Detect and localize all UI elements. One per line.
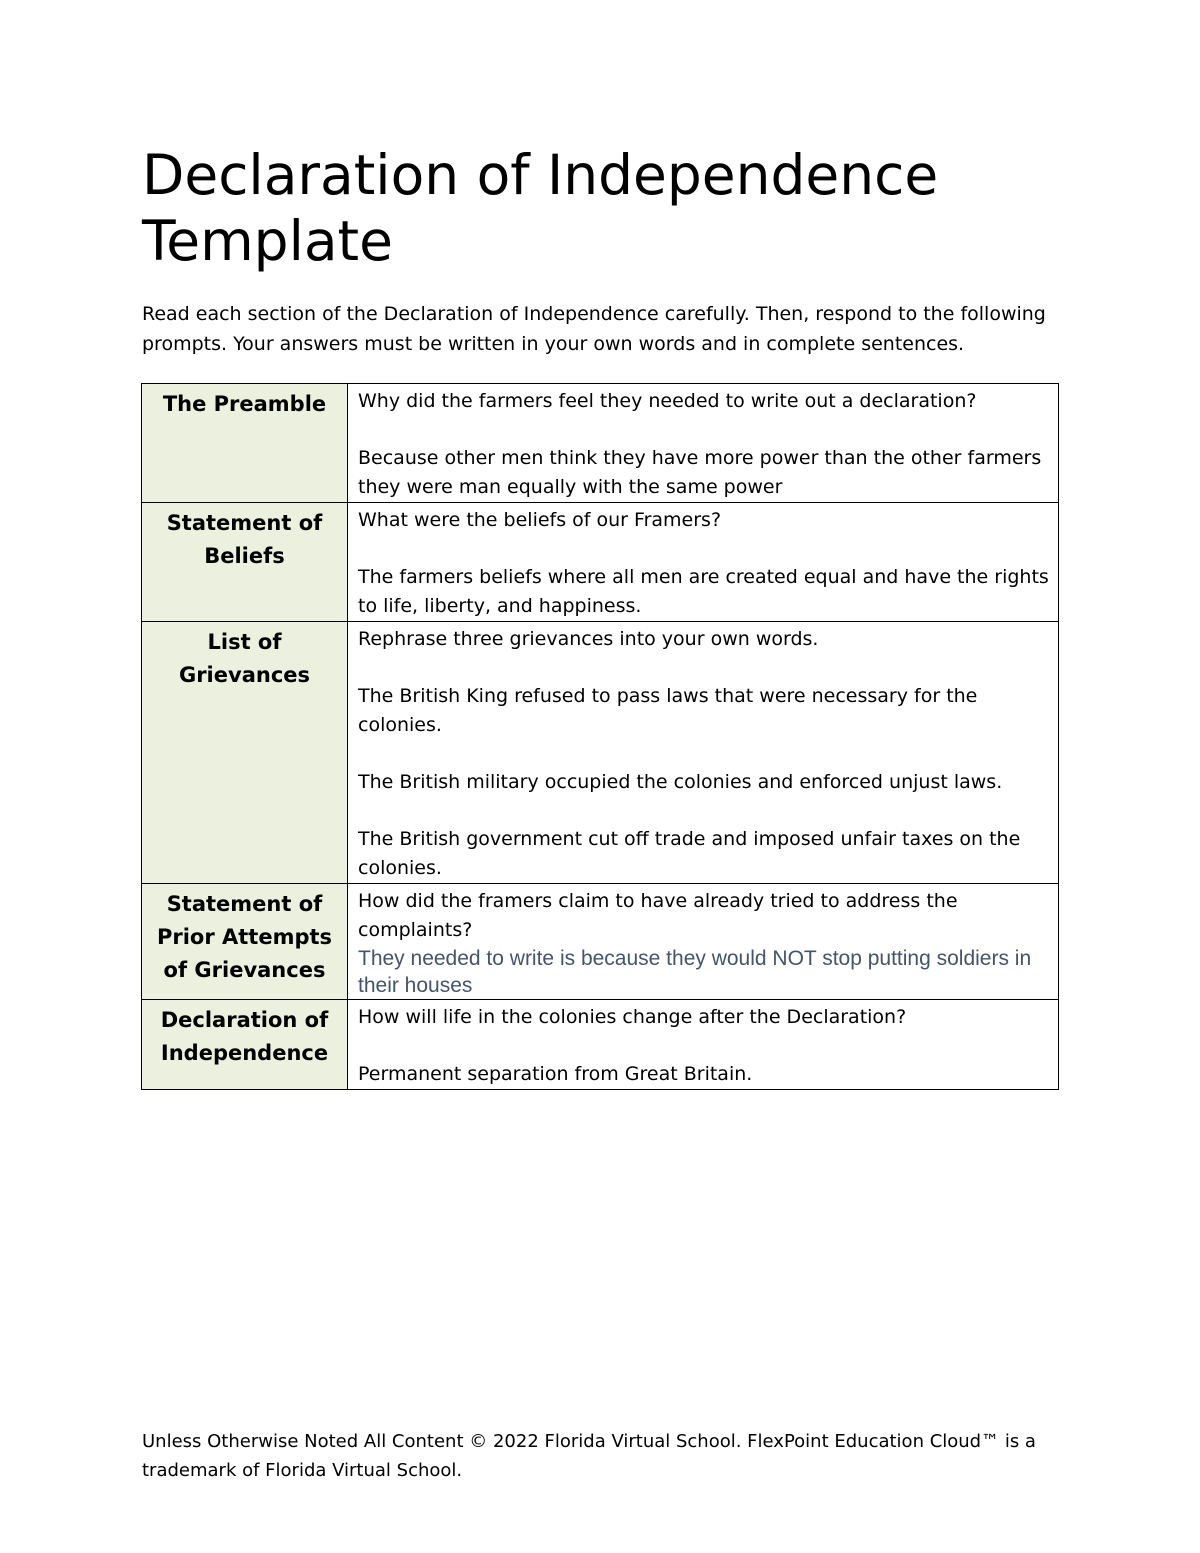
response-cell-preamble[interactable] bbox=[348, 384, 1059, 503]
section-label-beliefs bbox=[142, 503, 348, 622]
section-label-declaration bbox=[142, 1000, 348, 1090]
answer-text: Because other men think they have more power than the other farmers they were man equally with the same power bbox=[358, 447, 1042, 498]
typed-answer-text: They needed to write is because they would NOT stop putting soldiers in their houses bbox=[358, 947, 1032, 997]
answer-text: The British military occupied the colonies and enforced unjust laws. bbox=[358, 771, 1003, 793]
copyright-footer: Unless Otherwise Noted All Content © 2022 Florida Virtual School. FlexPoint Education Cloud™ is a trademark of Florida Virtual School. bbox=[142, 1431, 1036, 1481]
section-label: The Preamble bbox=[162, 392, 327, 416]
prompt-text: Rephrase three grievances into your own words. bbox=[358, 628, 819, 650]
section-label-prior-attempts bbox=[142, 884, 348, 1000]
answer-text: The British government cut off trade and imposed unfair taxes on the colonies. bbox=[358, 828, 1021, 879]
response-cell-beliefs[interactable] bbox=[348, 503, 1059, 622]
section-label-grievances bbox=[142, 622, 348, 884]
section-label-preamble bbox=[142, 384, 348, 503]
answer-text: The British King refused to pass laws that were necessary for the colonies. bbox=[358, 685, 978, 736]
response-table bbox=[141, 383, 1059, 1090]
page-title: Declaration of Independence Template bbox=[142, 143, 939, 273]
section-label: Statement of Prior Attempts of Grievances bbox=[156, 892, 333, 982]
table-row-grievances bbox=[142, 622, 1059, 884]
table-row-prior-attempts bbox=[142, 884, 1059, 1000]
prompt-text: How did the framers claim to have already tried to address the complaints? bbox=[358, 890, 958, 941]
answer-text: The farmers beliefs where all men are created equal and have the rights to life, liberty, and happiness. bbox=[358, 566, 1049, 617]
response-cell-prior-attempts[interactable] bbox=[348, 884, 1059, 1000]
section-label: List of Grievances bbox=[178, 630, 311, 687]
section-label: Declaration of Independence bbox=[160, 1008, 329, 1065]
prompt-text: How will life in the colonies change after the Declaration? bbox=[358, 1006, 907, 1028]
prompt-text: Why did the farmers feel they needed to write out a declaration? bbox=[358, 390, 977, 412]
section-label: Statement of Beliefs bbox=[166, 511, 323, 568]
prompt-text: What were the beliefs of our Framers? bbox=[358, 509, 722, 531]
table-row-preamble bbox=[142, 384, 1059, 503]
table-row-beliefs bbox=[142, 503, 1059, 622]
table-row-declaration bbox=[142, 1000, 1059, 1090]
response-cell-declaration[interactable] bbox=[348, 1000, 1059, 1090]
answer-text: Permanent separation from Great Britain. bbox=[358, 1063, 753, 1085]
response-cell-grievances[interactable] bbox=[348, 622, 1059, 884]
instructions-text: Read each section of the Declaration of Independence carefully. Then, respond to the following prompts. Your answers must be written in your own words and in complete sentences. bbox=[142, 303, 1046, 355]
